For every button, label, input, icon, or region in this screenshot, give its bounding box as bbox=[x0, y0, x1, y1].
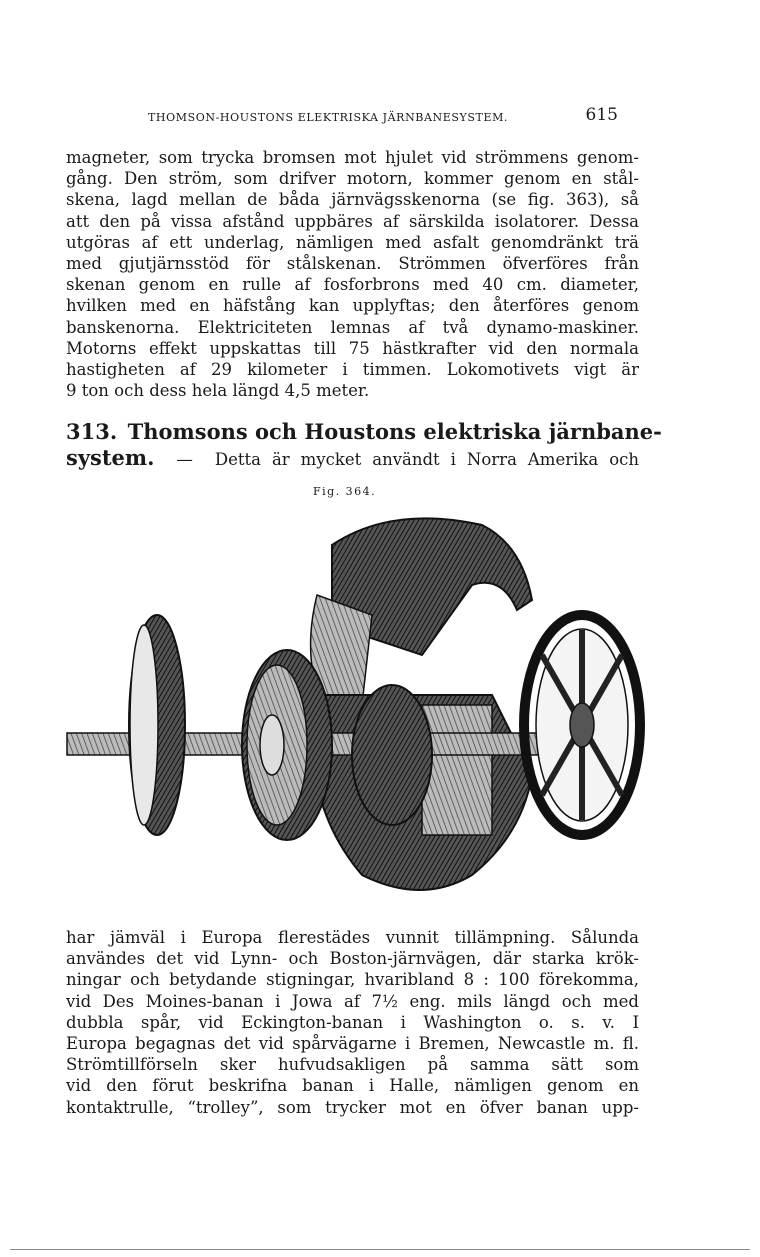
text-line: dubbla spår, vid Eckington-banan i Washington o. s. v. I bbox=[66, 1012, 639, 1032]
text-line: skenan genom en rulle af fosforbrons med 40 cm. diameter, bbox=[66, 275, 639, 295]
running-title: THOMSON-HOUSTONS ELEKTRISKA JÄRNBANESYSTEM. bbox=[148, 111, 509, 124]
text-line: med gjutjärnsstöd för stålskenan. Strömmen öfverföres från bbox=[66, 254, 639, 274]
right-spoked-wheel bbox=[524, 615, 640, 835]
left-wheel bbox=[129, 615, 185, 835]
section-title-line bbox=[66, 419, 662, 446]
figure-electric-motor-illustration bbox=[62, 505, 652, 915]
text-line: ningar och betydande stigningar, hvaribland 8 : 100 förekomma, bbox=[66, 970, 639, 990]
text-line: magneter, som trycka bromsen mot hjulet vid strömmens genom- bbox=[66, 148, 639, 167]
section-number: 313. bbox=[66, 419, 118, 444]
page-number: 615 bbox=[585, 105, 618, 125]
section-title-continued: system. bbox=[66, 445, 155, 470]
text-line: 9 ton och dess hela längd 4,5 meter. bbox=[66, 381, 370, 401]
section-heading-313 bbox=[66, 419, 662, 472]
text-line: kontaktrulle, “trolley”, som trycker mot en öfver banan upp- bbox=[66, 1097, 639, 1117]
paragraph-1 bbox=[66, 147, 639, 401]
figure-label: Fig. 364. bbox=[313, 485, 377, 498]
text-line: utgöras af ett underlag, nämligen med asfalt genomdränkt trä bbox=[66, 232, 639, 252]
left-gear bbox=[242, 650, 332, 840]
section-first-line bbox=[66, 446, 639, 472]
text-line: gång. Den ström, som drifver motorn, kommer genom en stål- bbox=[66, 169, 639, 189]
text-line: banskenorna. Elektriciteten lemnas af två dynamo-maskiner. bbox=[66, 317, 639, 337]
center-gear bbox=[352, 685, 432, 825]
section-title: Thomsons och Houstons elektriska järnbane- bbox=[127, 419, 662, 444]
text-line: vid den förut beskrifna banan i Halle, nämligen genom en bbox=[66, 1076, 639, 1096]
text-line: hvilken med en häfstång kan upplyftas; den återföres genom bbox=[66, 296, 639, 316]
motor-hood bbox=[311, 518, 532, 705]
scan-edge-line bbox=[10, 1249, 750, 1250]
section-text: Detta är mycket användt i Norra Amerika och bbox=[214, 450, 639, 469]
page-header bbox=[148, 105, 618, 129]
section-dash: — bbox=[176, 450, 193, 469]
text-line: Motorns effekt uppskattas till 75 hästkrafter vid den normala bbox=[66, 338, 639, 358]
text-line: skena, lagd mellan de båda järnvägsskenorna (se fig. 363), så bbox=[66, 190, 639, 210]
text-line: har jämväl i Europa flerestädes vunnit tillämpning. Sålunda bbox=[66, 928, 639, 947]
text-line: vid Des Moines-banan i Jowa af 7½ eng. mils längd och med bbox=[66, 991, 639, 1011]
text-line: Strömtillförseln sker hufvudsakligen på samma sätt som bbox=[66, 1055, 639, 1075]
text-line: att den på vissa afstånd uppbäres af särskilda isolatorer. Dessa bbox=[66, 211, 639, 231]
text-line: hastigheten af 29 kilometer i timmen. Lokomotivets vigt är bbox=[66, 360, 639, 380]
text-line: användes det vid Lynn- och Boston-järnvägen, där starka krök- bbox=[66, 949, 639, 969]
text-line: Europa begagnas det vid spårvägarne i Bremen, Newcastle m. fl. bbox=[66, 1034, 639, 1054]
paragraph-2 bbox=[66, 927, 639, 1118]
